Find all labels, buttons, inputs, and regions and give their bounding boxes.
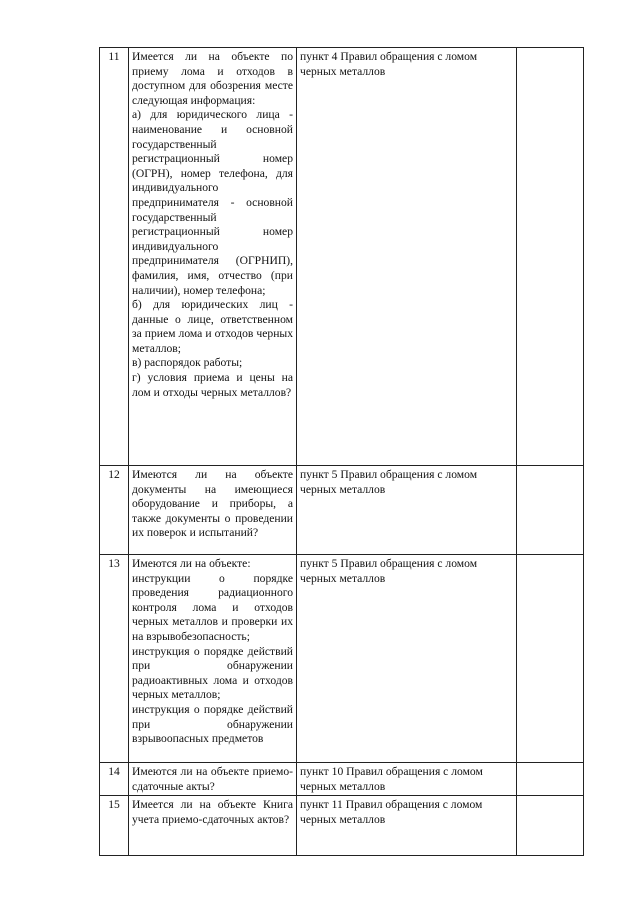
question-line: инструкция о порядке действий при обнаружении взрывоопасных предметов	[132, 702, 293, 746]
question-line: Имеются ли на объекте приемо-сдаточные акты?	[132, 765, 293, 793]
question-line: инструкции о порядке проведения радиационного контроля лома и отходов черных металлов и проверки их на взрывобезопасность;	[132, 571, 293, 643]
question-cell	[129, 796, 297, 856]
table-row	[100, 796, 584, 856]
row-number: 12	[100, 466, 129, 555]
question-cell	[129, 763, 297, 796]
notes-cell	[517, 763, 584, 796]
legal-reference: пункт 10 Правил обращения с ломом черных металлов	[297, 763, 517, 796]
notes-cell	[517, 466, 584, 555]
row-number: 15	[100, 796, 129, 856]
checklist-table	[99, 47, 584, 856]
question-cell	[129, 555, 297, 763]
table-row	[100, 763, 584, 796]
question-line: Имеется ли на объекте по приему лома и отходов в доступном для обозрения месте следующая информация:	[132, 50, 293, 107]
question-line: б) для юридических лиц - данные о лице, ответственном за прием лома и отходов черных металлов;	[132, 298, 293, 355]
table-row	[100, 48, 584, 466]
notes-cell	[517, 555, 584, 763]
legal-reference: пункт 5 Правил обращения с ломом черных металлов	[297, 466, 517, 555]
legal-reference: пункт 4 Правил обращения с ломом черных металлов	[297, 48, 517, 466]
question-line: Имеется ли на объекте Книга учета приемо-сдаточных актов?	[132, 798, 293, 826]
notes-cell	[517, 796, 584, 856]
question-line: г) условия приема и цены на лом и отходы черных металлов?	[132, 371, 293, 399]
row-number: 13	[100, 555, 129, 763]
question-line: инструкция о порядке действий при обнаружении радиоактивных лома и отходов черных металлов;	[132, 644, 293, 702]
question-line: Имеются ли на объекте:	[132, 557, 251, 570]
question-line: в) распорядок работы;	[132, 356, 243, 370]
row-number: 14	[100, 763, 129, 796]
legal-reference: пункт 11 Правил обращения с ломом черных металлов	[297, 796, 517, 856]
table-row	[100, 466, 584, 555]
row-number: 11	[100, 48, 129, 466]
question-line: а) для юридического лица - наименование и основной государственный регистрационный номер (ОГРН), номер телефона, для индивидуального предпринимателя - основной государственный регистрационный номер индивидуального предпринимателя (ОГРНИП), фамилия, имя, отчество (при наличии), номер телефона;	[132, 108, 293, 297]
table-row	[100, 555, 584, 763]
question-cell	[129, 48, 297, 466]
question-cell	[129, 466, 297, 555]
notes-cell	[517, 48, 584, 466]
legal-reference: пункт 5 Правил обращения с ломом черных металлов	[297, 555, 517, 763]
question-line: Имеются ли на объекте документы на имеющиеся оборудование и приборы, а также документы о проведении их поверок и испытаний?	[132, 468, 293, 540]
